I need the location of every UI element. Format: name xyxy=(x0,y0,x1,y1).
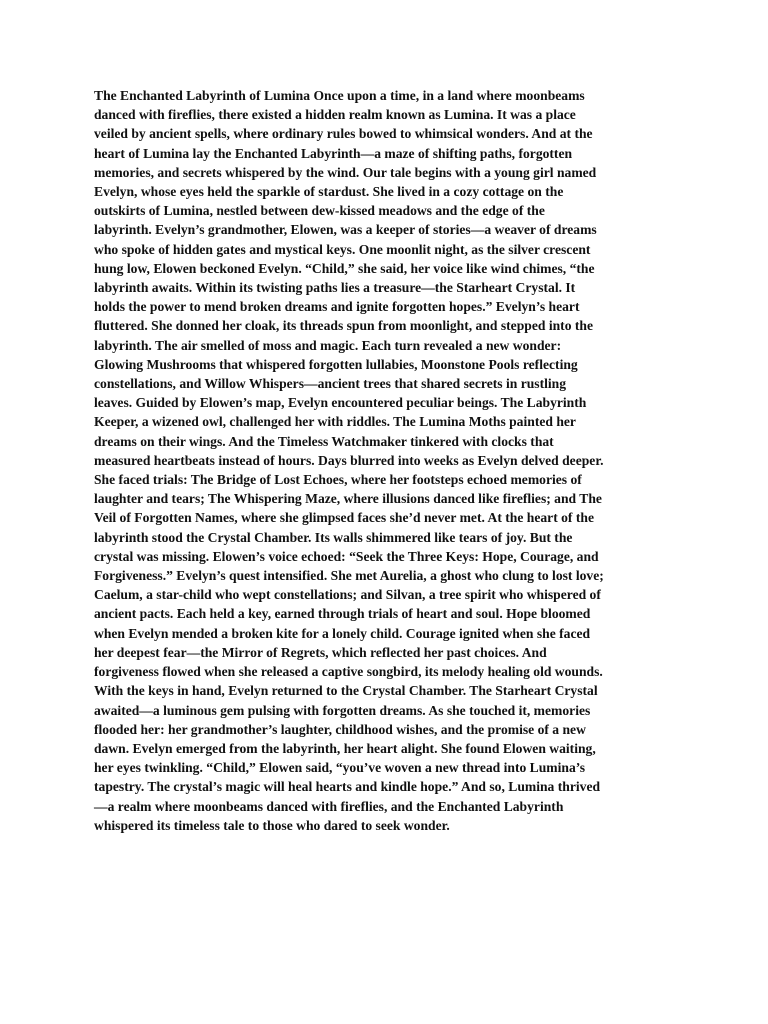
text-line: Veil of Forgotten Names, where she glimpsed faces she’d never met. At the heart of the xyxy=(94,510,594,526)
text-line: crystal was missing. Elowen’s voice echoed: “Seek the Three Keys: Hope, Courage, and xyxy=(94,548,599,564)
text-line: dreams on their wings. And the Timeless Watchmaker tinkered with clocks that xyxy=(94,433,554,449)
text-line: memories, and secrets whispered by the wind. Our tale begins with a young girl named xyxy=(94,164,597,180)
text-line: her eyes twinkling. “Child,” Elowen said, “you’ve woven a new thread into Lumina’s xyxy=(94,760,586,776)
text-line: fluttered. She donned her cloak, its threads spun from moonlight, and stepped into the xyxy=(94,318,594,334)
text-line: heart of Lumina lay the Enchanted Labyrinth—a maze of shifting paths, forgotten xyxy=(94,145,573,161)
text-line: Evelyn, whose eyes held the sparkle of stardust. She lived in a cozy cottage on the xyxy=(94,184,564,200)
text-line: holds the power to mend broken dreams and ignite forgotten hopes.” Evelyn’s heart xyxy=(94,299,580,315)
story-text xyxy=(94,86,674,835)
text-line: constellations, and Willow Whispers—ancient trees that shared secrets in rustling xyxy=(94,376,567,392)
text-line: With the keys in hand, Evelyn returned to the Crystal Chamber. The Starheart Crystal xyxy=(94,683,598,699)
text-line: danced with fireflies, there existed a hidden realm known as Lumina. It was a place xyxy=(94,107,576,123)
text-line: tapestry. The crystal’s magic will heal hearts and kindle hope.” And so, Lumina thrived xyxy=(94,779,601,795)
text-line: Keeper, a wizened owl, challenged her with riddles. The Lumina Moths painted her xyxy=(94,414,576,430)
text-line: measured heartbeats instead of hours. Days blurred into weeks as Evelyn delved deeper. xyxy=(94,452,604,468)
text-line: Forgiveness.” Evelyn’s quest intensified. She met Aurelia, a ghost who clung to lost love; xyxy=(94,568,604,584)
text-line: Caelum, a star-child who wept constellations; and Silvan, a tree spirit who whispered of xyxy=(94,587,601,603)
text-line: The Enchanted Labyrinth of Lumina Once upon a time, in a land where moonbeams xyxy=(94,88,585,103)
text-line: awaited—a luminous gem pulsing with forgotten dreams. As she touched it, memories xyxy=(94,702,591,718)
text-line: forgiveness flowed when she released a captive songbird, its melody healing old wounds. xyxy=(94,664,603,680)
text-line: labyrinth awaits. Within its twisting paths lies a treasure—the Starheart Crystal. It xyxy=(94,280,576,296)
text-line: when Evelyn mended a broken kite for a lonely child. Courage ignited when she faced xyxy=(94,625,591,641)
text-line: her deepest fear—the Mirror of Regrets, which reflected her past choices. And xyxy=(94,644,547,660)
text-line: whispered its timeless tale to those who dared to seek wonder. xyxy=(94,817,450,833)
text-line: laughter and tears; The Whispering Maze, where illusions danced like fireflies; and The xyxy=(94,491,602,507)
text-line: She faced trials: The Bridge of Lost Echoes, where her footsteps echoed memories of xyxy=(94,472,582,488)
text-line: leaves. Guided by Elowen’s map, Evelyn encountered peculiar beings. The Labyrinth xyxy=(94,395,587,411)
text-line: labyrinth. The air smelled of moss and magic. Each turn revealed a new wonder: xyxy=(94,337,562,353)
text-line: ancient pacts. Each held a key, earned through trials of heart and soul. Hope bloomed xyxy=(94,606,591,622)
text-line: flooded her: her grandmother’s laughter, childhood wishes, and the promise of a new xyxy=(94,721,586,737)
text-line: veiled by ancient spells, where ordinary rules bowed to whimsical wonders. And at the xyxy=(94,126,593,142)
text-line: who spoke of hidden gates and mystical keys. One moonlit night, as the silver crescent xyxy=(94,241,591,257)
text-line: outskirts of Lumina, nestled between dew-kissed meadows and the edge of the xyxy=(94,203,545,219)
text-line: —a realm where moonbeams danced with fireflies, and the Enchanted Labyrinth xyxy=(94,798,564,814)
text-line: hung low, Elowen beckoned Evelyn. “Child,” she said, her voice like wind chimes, “the xyxy=(94,260,595,276)
text-line: dawn. Evelyn emerged from the labyrinth, her heart alight. She found Elowen waiting, xyxy=(94,740,596,756)
text-line: labyrinth. Evelyn’s grandmother, Elowen, was a keeper of stories—a weaver of dreams xyxy=(94,222,597,238)
text-line: labyrinth stood the Crystal Chamber. Its walls shimmered like tears of joy. But the xyxy=(94,529,573,545)
text-line: Glowing Mushrooms that whispered forgotten lullabies, Moonstone Pools reflecting xyxy=(94,356,578,372)
